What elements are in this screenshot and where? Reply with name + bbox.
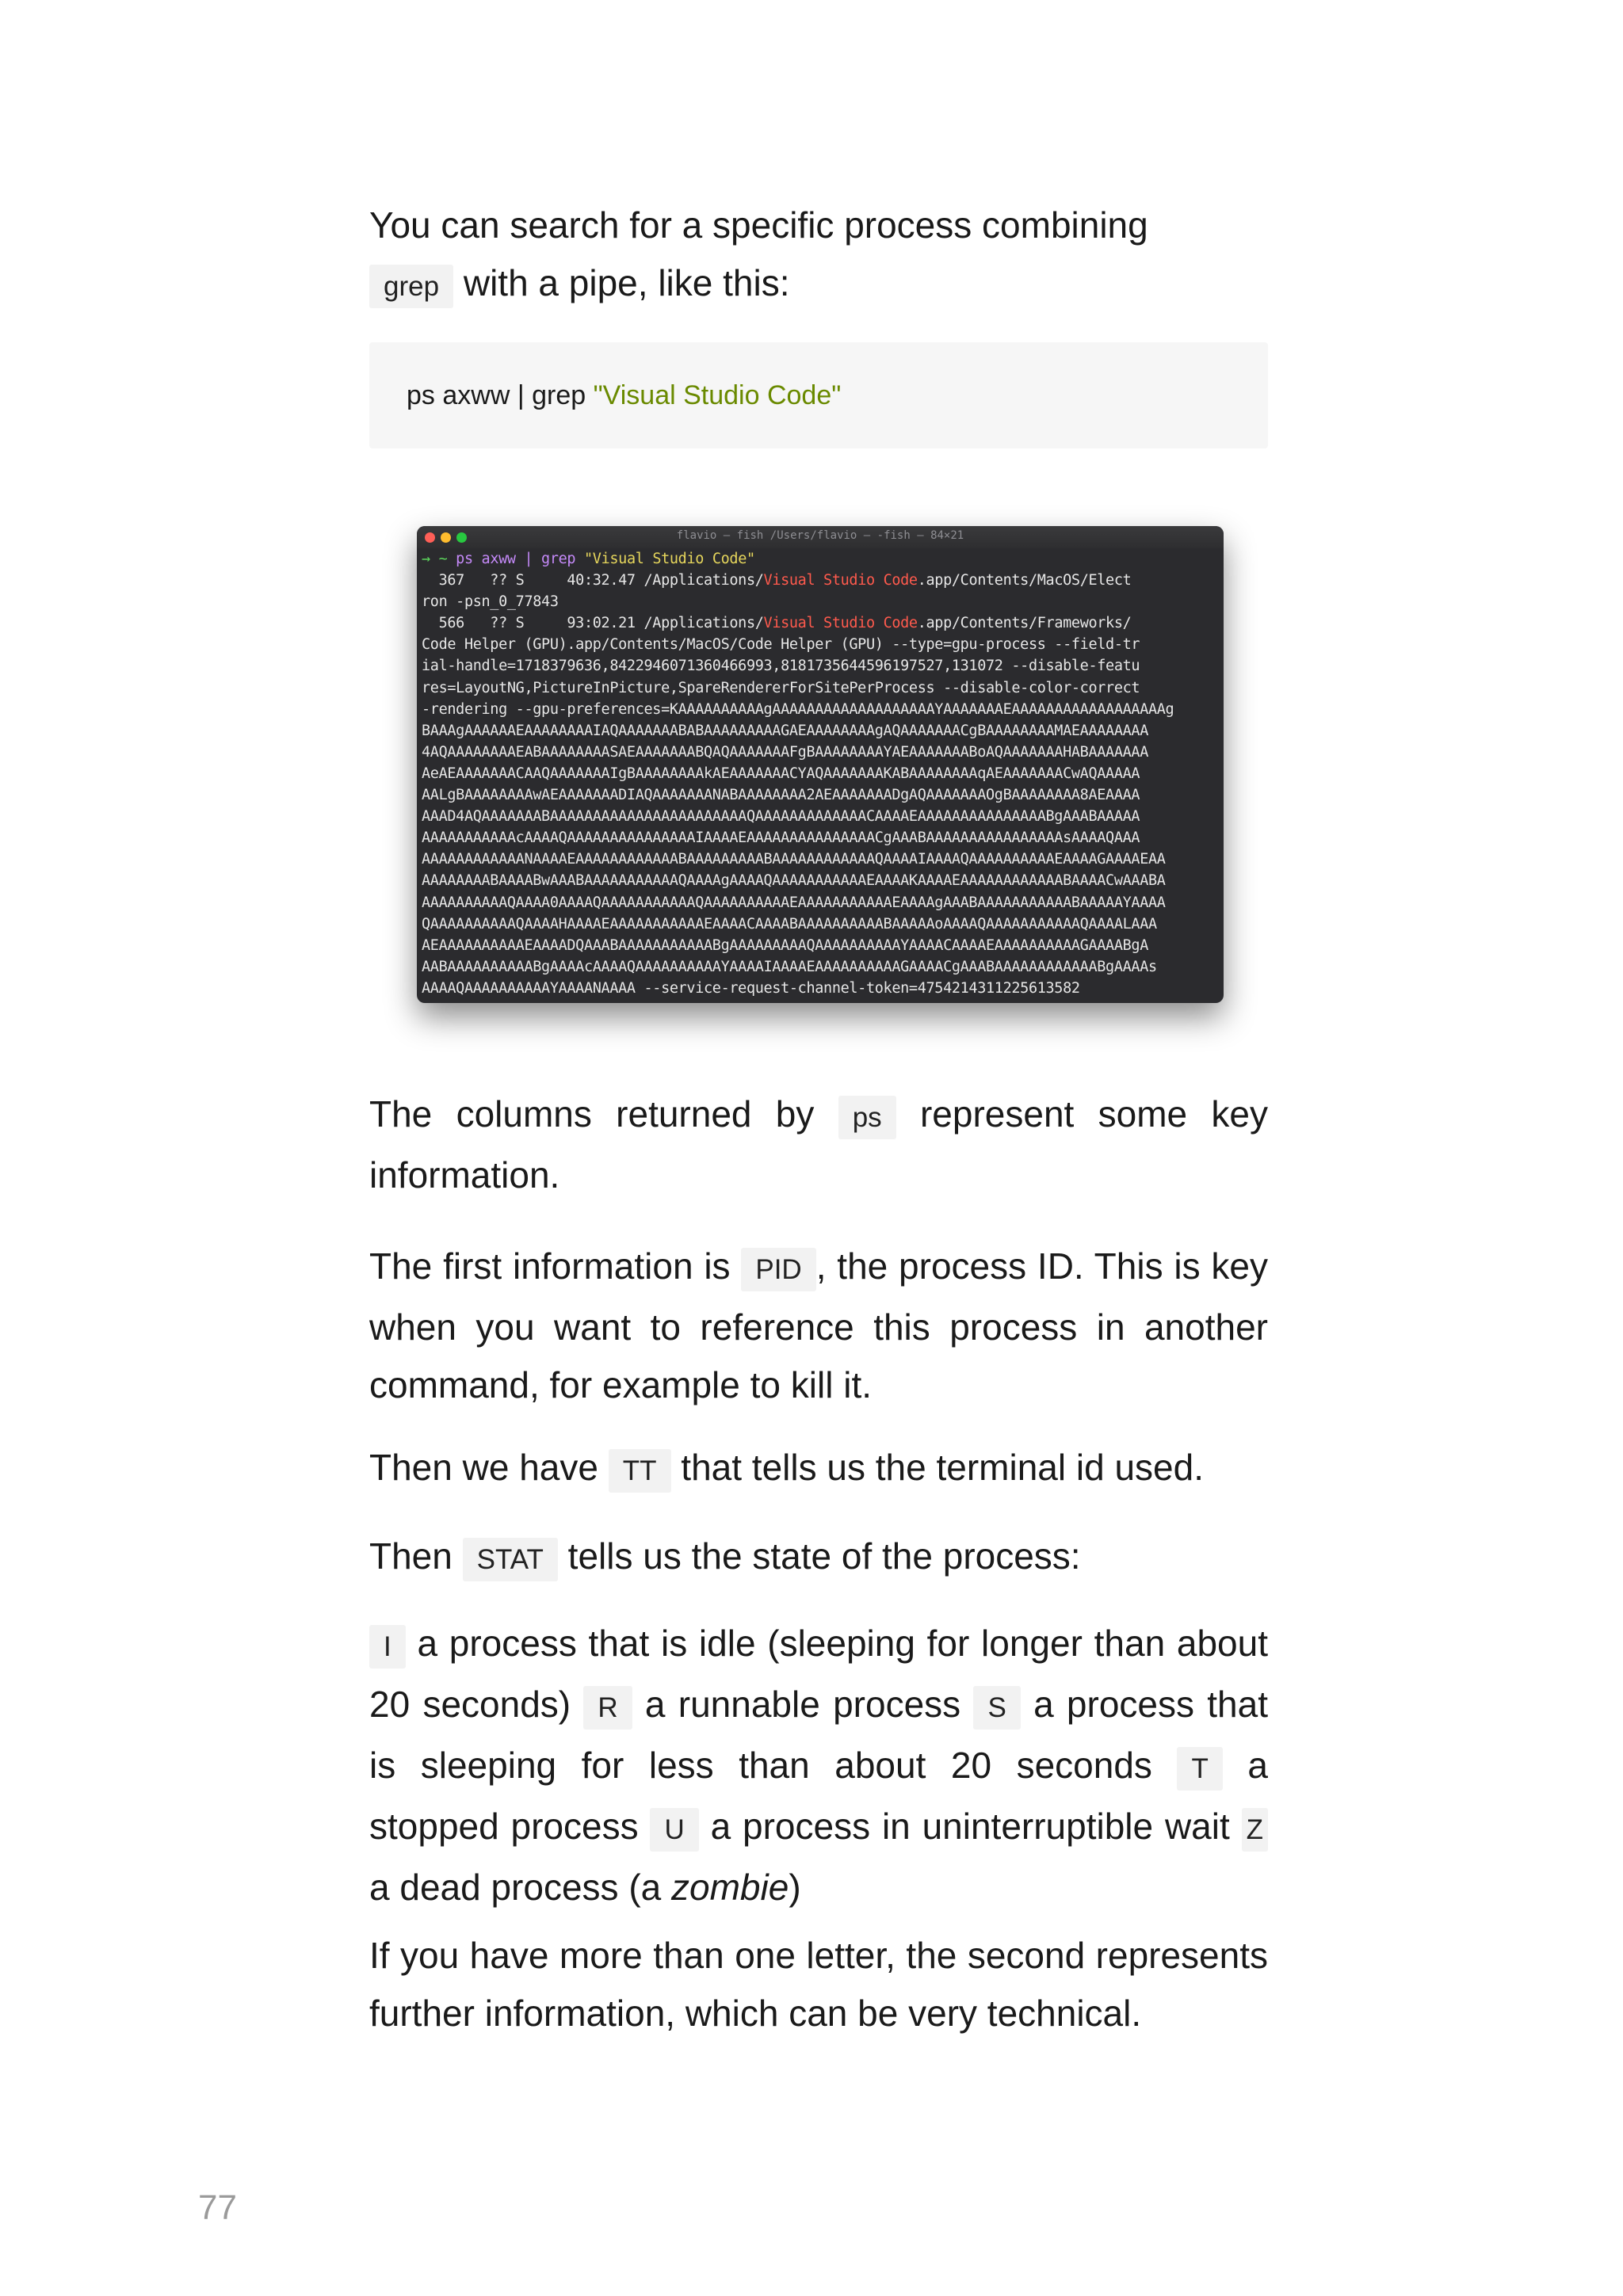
final-paragraph: [369, 1927, 1268, 2042]
columns-text-2: represent some key information.: [369, 1093, 1268, 1196]
terminal-line: [422, 827, 1219, 849]
stat-text: Then: [369, 1535, 463, 1577]
terminal-line: [422, 634, 1219, 655]
terminal-line: [422, 699, 1219, 720]
terminal-line: [422, 892, 1219, 913]
intro-text-2: with a pipe, like this:: [453, 262, 790, 303]
stat-paragraph: [369, 1527, 1268, 1589]
zombie-emphasis: zombie: [671, 1867, 789, 1908]
terminal-line-segment: AeAEAAAAAAACAAQAAAAAAAIgBAAAAAAAAkAEAAAAAAACYAQAAAAAAAKABAAAAAAAAqAEAAAAAAACwAQAAAAA: [422, 765, 1140, 782]
pid-text: The first information is: [369, 1245, 742, 1287]
terminal-line-segment: BAAAgAAAAAAEAAAAAAAAIAQAAAAAAABABAAAAAAAAAGAEAAAAAAAAgAQAAAAAAACgBAAAAAAAAMAEAAAAAAAA: [422, 722, 1148, 739]
state-z-text-end: ): [789, 1867, 801, 1908]
terminal-line: [422, 612, 1219, 634]
terminal-line-segment: res=LayoutNG,PictureInPicture,SpareRendererForSitePerProcess --disable-color-correct: [422, 679, 1140, 696]
terminal-line-segment: 367 ?? S 40:32.47 /Applications/: [422, 572, 764, 589]
terminal-line-segment: AAAAAAAAAAAANAAAAEAAAAAAAAAAAABAAAAAAAAABAAAAAAAAAAAAQAAAAIAAAAQAAAAAAAAAAEAAAAGAAAAEAA: [422, 851, 1166, 868]
terminal-line-segment: .app/Contents/Frameworks/: [917, 615, 1132, 632]
code-command: ps axww | grep: [407, 380, 594, 410]
terminal-line-segment: AAAAQAAAAAAAAAAYAAAANAAAA --service-request-channel-token=4754214311225613582: [422, 979, 1080, 997]
state-t-code: T: [1177, 1747, 1222, 1791]
terminal-line: [422, 913, 1219, 935]
stat-text-2: tells us the state of the process:: [557, 1535, 1081, 1577]
terminal-line-segment: Visual Studio Code: [763, 572, 918, 589]
state-z-code: Z: [1242, 1808, 1268, 1852]
states-paragraph: [369, 1615, 1268, 1917]
code-string: "Visual Studio Code": [593, 380, 842, 410]
tt-code: TT: [609, 1449, 671, 1493]
terminal-line-segment: AAAAAAAAAAAcAAAAQAAAAAAAAAAAAAAAIAAAAEAAAAAAAAAAAAAAACgAAABAAAAAAAAAAAAAAAAsAAAAQAAA: [422, 830, 1140, 847]
pid-text-2: , the process ID. This is key when you want to reference this process in another command, for example to kill it.: [369, 1245, 1268, 1405]
terminal-line: [422, 677, 1219, 699]
state-u-text: a process in uninterruptible wait: [698, 1806, 1242, 1847]
grep-code: grep: [369, 265, 453, 308]
terminal-command-arg: "Visual Studio Code": [584, 551, 755, 567]
tt-text: Then we have: [369, 1447, 609, 1488]
terminal-line-segment: ial-handle=1718379636,8422946071360466993,8181735644596197527,131072 --disable-featu: [422, 658, 1140, 675]
state-r-code: R: [583, 1686, 632, 1730]
terminal-line-segment: Code Helper (GPU).app/Contents/MacOS/Code Helper (GPU) --type=gpu-process --field-tr: [422, 636, 1140, 654]
terminal-line-segment: .app/Contents/MacOS/Elect: [917, 572, 1132, 589]
ps-code: ps: [838, 1096, 896, 1139]
terminal-line-segment: AAAAAAAABAAAABwAAABAAAAAAAAAAAQAAAAgAAAAQAAAAAAAAAAAEAAAAKAAAAEAAAAAAAAAAAABAAAACwAAABA: [422, 872, 1166, 890]
state-r-text: a runnable process: [632, 1684, 974, 1725]
columns-paragraph: [369, 1085, 1268, 1204]
intro-paragraph: [369, 196, 1268, 315]
page-number: 77: [198, 2188, 237, 2227]
code-line: [407, 380, 841, 411]
terminal-prompt: → ~: [422, 551, 448, 567]
state-i-text: a process that is idle (sleeping for longer than about 20 seconds): [369, 1623, 1268, 1725]
terminal-screenshot: [417, 526, 1224, 1003]
terminal-line-segment: AALgBAAAAAAAAwAEAAAAAAADIAQAAAAAAANABAAAAAAAA2AEAAAAAAADgAQAAAAAAAOgBAAAAAAAA8AEAAAA: [422, 787, 1140, 804]
code-block: [369, 342, 1268, 448]
terminal-titlebar: [417, 526, 1224, 548]
terminal-line-segment: AAAD4AQAAAAAAABAAAAAAAAAAAAAAAAAAAAAAAQAAAAAAAAAAAAACAAAAEAAAAAAAAAAAAAAABgAAABAAAAA: [422, 808, 1140, 826]
state-s-text: a process that is sleeping for less than about 20 seconds: [369, 1684, 1268, 1786]
terminal-line: [422, 763, 1219, 784]
tt-paragraph: [369, 1439, 1268, 1500]
terminal-line: [422, 720, 1219, 742]
terminal-command: ps axww | grep: [456, 551, 576, 567]
terminal-line-segment: Visual Studio Code: [763, 615, 918, 632]
terminal-line-segment: AABAAAAAAAAAABgAAAAcAAAAQAAAAAAAAAAYAAAAIAAAAEAAAAAAAAAAGAAAACgAAABAAAAAAAAAAAABgAAAAs: [422, 958, 1157, 975]
state-t-text: a stopped process: [369, 1745, 1268, 1847]
terminal-line-segment: -rendering --gpu-preferences=KAAAAAAAAAAgAAAAAAAAAAAAAAAAAAAYAAAAAAAEAAAAAAAAAAAAAAAAAAg: [422, 700, 1174, 718]
terminal-title: flavio — fish /Users/flavio — -fish — 84×21: [676, 529, 964, 542]
terminal-line-segment: AAAAAAAAAAQAAAA0AAAAQAAAAAAAAAAAQAAAAAAAAAAEAAAAAAAAAAAEAAAAgAAABAAAAAAAAAAABAAAAAYAAAA: [422, 894, 1166, 911]
pid-paragraph: [369, 1238, 1268, 1414]
terminal-line: [422, 570, 1219, 591]
terminal-line: [422, 956, 1219, 978]
terminal-line-segment: QAAAAAAAAAAQAAAAHAAAAEAAAAAAAAAAAEAAAACAAAABAAAAAAAAAABAAAAAoAAAAQAAAAAAAAAAAQAAAALAAA: [422, 915, 1157, 933]
terminal-output: [417, 548, 1224, 999]
terminal-line: [422, 742, 1219, 763]
terminal-line-segment: 566 ?? S 93:02.21 /Applications/: [422, 615, 764, 632]
state-s-code: S: [973, 1686, 1020, 1730]
tt-text-2: that tells us the terminal id used.: [670, 1447, 1204, 1488]
terminal-line: [422, 935, 1219, 956]
terminal-lines: [422, 570, 1219, 999]
terminal-line-segment: AEAAAAAAAAAAEAAAADQAAABAAAAAAAAAAABgAAAAAAAAAQAAAAAAAAAAYAAAACAAAAEAAAAAAAAAAGAAAABgA: [422, 936, 1148, 954]
terminal-line: [422, 591, 1219, 612]
terminal-line: [422, 784, 1219, 806]
state-z-text: a dead process (a: [369, 1867, 672, 1908]
terminal-line: [422, 870, 1219, 891]
pid-code: PID: [741, 1248, 815, 1291]
columns-text: The columns returned by: [369, 1093, 838, 1135]
state-i-code: I: [369, 1625, 406, 1669]
stat-code: STAT: [463, 1538, 558, 1581]
terminal-line-segment: ron -psn_0_77843: [422, 593, 559, 611]
terminal-line: [422, 655, 1219, 677]
intro-text: You can search for a specific process combining: [369, 204, 1148, 246]
terminal-line: [422, 849, 1219, 870]
state-u-code: U: [650, 1808, 698, 1852]
terminal-line: [422, 978, 1219, 999]
terminal-line: [422, 806, 1219, 827]
terminal-line-segment: 4AQAAAAAAAAEABAAAAAAAASAEAAAAAAABQAQAAAAAAAFgBAAAAAAAAYAEAAAAAAABoAQAAAAAAAHABAAAAAAA: [422, 743, 1148, 761]
terminal-command-line: [422, 548, 1219, 570]
final-text: If you have more than one letter, the second represents further information, which can be very technical.: [369, 1935, 1268, 2034]
